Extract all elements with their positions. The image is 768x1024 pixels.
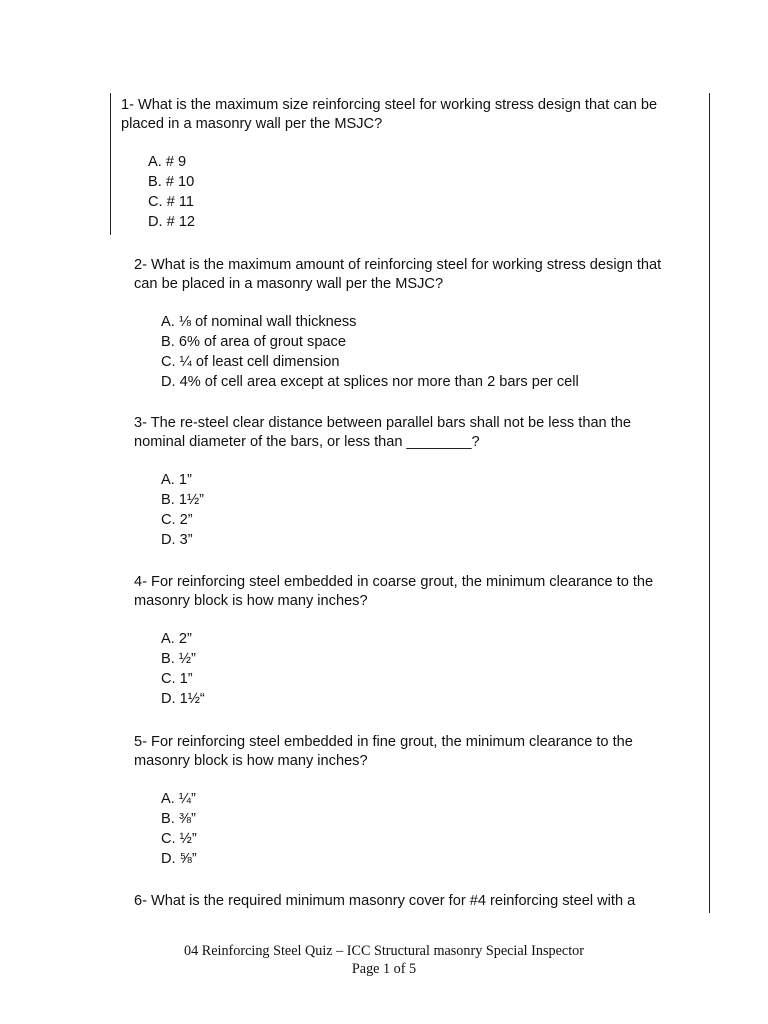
option-a: A. 2” — [161, 631, 192, 647]
option-d: D. 4% of cell area except at splices nor more than 2 bars per cell — [161, 374, 579, 390]
option-a: A. ⅛ of nominal wall thickness — [161, 314, 357, 330]
answer-options — [148, 152, 661, 232]
question-stem: 2- What is the maximum amount of reinforcing steel for working stress design that can be placed in a masonry wall per the MSJC? — [134, 257, 662, 292]
answer-options — [161, 470, 674, 550]
question-4 — [134, 573, 674, 709]
option-b: B. # 10 — [148, 174, 195, 190]
question-5 — [134, 733, 674, 869]
option-b: B. 1½” — [161, 492, 204, 508]
answer-options — [161, 629, 674, 709]
option-b: B. ⅜” — [161, 811, 196, 827]
question-stem: 5- For reinforcing steel embedded in fine grout, the minimum clearance to the masonry block is how many inches? — [134, 734, 633, 769]
change-bar-left — [110, 93, 111, 235]
question-stem: 6- What is the required minimum masonry cover for #4 reinforcing steel with a — [134, 893, 636, 909]
change-bar-right — [709, 93, 710, 913]
page-number: Page 1 of 5 — [351, 961, 417, 977]
question-stem: 1- What is the maximum size reinforcing steel for working stress design that can be placed in a masonry wall per the MSJC? — [121, 97, 658, 132]
option-b: B. ½” — [161, 651, 196, 667]
option-c: C. 2” — [161, 512, 193, 528]
question-stem: 4- For reinforcing steel embedded in coarse grout, the minimum clearance to the masonry block is how many inches? — [134, 574, 654, 609]
option-c: C. # 11 — [148, 194, 194, 210]
question-2 — [134, 256, 674, 392]
option-a: A. # 9 — [148, 154, 187, 170]
option-c: C. 1” — [161, 671, 193, 687]
footer-title: 04 Reinforcing Steel Quiz – ICC Structural masonry Special Inspector — [184, 943, 584, 959]
option-d: D. 1½“ — [161, 691, 205, 707]
option-d: D. ⅝” — [161, 851, 197, 867]
answer-options — [161, 789, 674, 869]
question-1 — [121, 96, 661, 232]
option-a: A. ¼” — [161, 791, 196, 807]
question-6 — [134, 892, 674, 911]
option-c: C. ½” — [161, 831, 197, 847]
option-d: D. 3” — [161, 532, 193, 548]
question-3 — [134, 414, 674, 550]
option-d: D. # 12 — [148, 214, 196, 230]
option-b: B. 6% of area of grout space — [161, 334, 346, 350]
question-stem: 3- The re-steel clear distance between parallel bars shall not be less than the nominal diameter of the bars, or less than ________? — [134, 415, 632, 450]
option-c: C. ¼ of least cell dimension — [161, 354, 340, 370]
option-a: A. 1” — [161, 472, 192, 488]
answer-options — [161, 312, 674, 392]
